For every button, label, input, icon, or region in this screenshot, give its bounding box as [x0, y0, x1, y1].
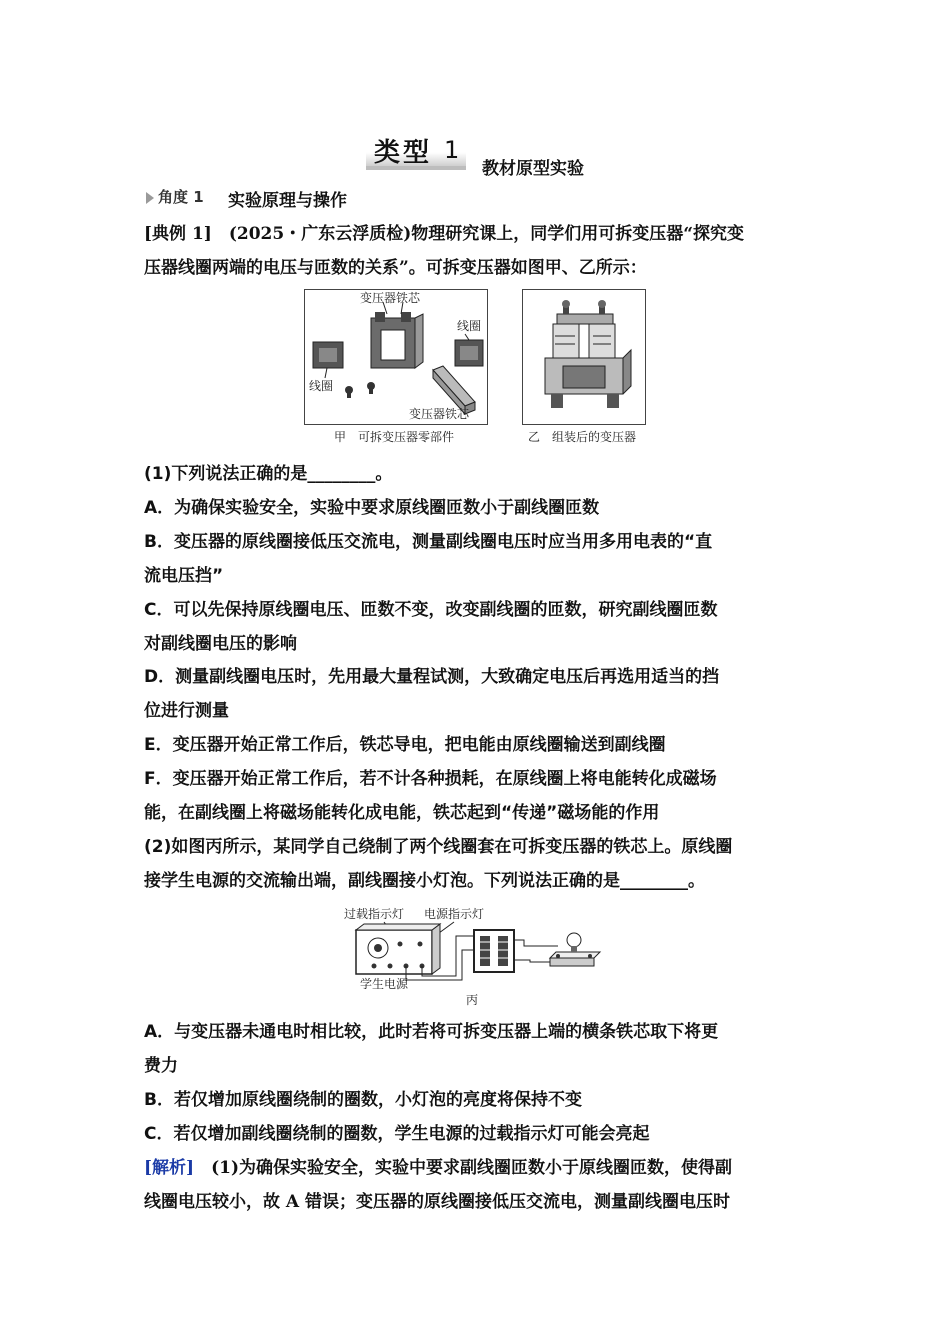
analysis-line-1 [144, 1156, 809, 1180]
u-shaped-core-icon [371, 312, 423, 368]
label-coil-left: 线圈 [309, 379, 334, 393]
q2-option-a-line-2: 费力 [144, 1056, 178, 1076]
label-power-indicator: 电源指示灯 [424, 907, 485, 921]
q1-option-d-line-1: D．测量副线圈电压时，先用最大量程试测，大致确定电压后再选用适当的挡 [144, 667, 720, 687]
analysis-line-2: 线圈电压较小，故 A 错误；变压器的原线圈接低压交流电，测量副线圈电压时 [144, 1192, 731, 1212]
q1-option-d-line-2: 位进行测量 [144, 701, 229, 721]
type-number: 1 [444, 136, 460, 164]
analysis-tag: [解析] [144, 1158, 195, 1178]
triangle-marker-icon [146, 192, 154, 204]
left-coil-icon [313, 342, 343, 368]
example-line-1: [典例 1] (2025・广东云浮质检)物理研究课上，同学们用可拆变压器“探究变 [144, 224, 745, 244]
light-bulb-icon [550, 933, 600, 966]
type-label: 类型 [374, 138, 433, 168]
q1-option-f-line-2: 能，在副线圈上将磁场能转化成电能，铁芯起到“传递”磁场能的作用 [144, 803, 660, 823]
caption-yi: 乙 组装后的变压器 [528, 430, 637, 444]
label-coil-right: 线圈 [457, 319, 482, 333]
q1-stem: (1)下列说法正确的是________。 [144, 464, 393, 484]
figure-jia [304, 289, 488, 425]
circuit-illustration [344, 904, 606, 1010]
screw-icon [345, 382, 375, 398]
transformer-parts-illustration [305, 290, 487, 424]
analysis-text-1: (1)为确保实验安全，实验中要求副线圈匝数小于原线圈匝数，使得副 [194, 1158, 733, 1178]
q1-option-f-line-1: F．变压器开始正常工作后，若不计各种损耗，在原线圈上将电能转化成磁场 [144, 769, 717, 789]
figure-yi [522, 289, 646, 425]
q2-option-c: C．若仅增加副线圈绕制的圈数，学生电源的过载指示灯可能会亮起 [144, 1124, 650, 1144]
q1-option-b-line-1: B．变压器的原线圈接低压交流电，测量副线圈电压时应当用多用电表的“直 [144, 532, 713, 552]
q1-option-c-line-1: C．可以先保持原线圈电压、匝数不变，改变副线圈的匝数，研究副线圈匝数 [144, 600, 718, 620]
example-line-2: 压器线圈两端的电压与匝数的关系”。可拆变压器如图甲、乙所示： [144, 258, 647, 278]
caption-jia: 甲 可拆变压器零部件 [334, 430, 455, 444]
label-student-power: 学生电源 [360, 977, 409, 991]
q1-option-e: E．变压器开始正常工作后，铁芯导电，把电能由原线圈输送到副线圈 [144, 735, 666, 755]
label-core-bottom: 变压器铁芯 [409, 407, 470, 421]
label-core-top: 变压器铁芯 [360, 291, 421, 305]
q2-option-b: B．若仅增加原线圈绕制的圈数，小灯泡的亮度将保持不变 [144, 1090, 582, 1110]
caption-bing: 丙 [466, 993, 479, 1007]
type-header [366, 132, 686, 178]
right-coil-icon [455, 340, 483, 366]
type-title: 教材原型实验 [482, 159, 584, 179]
angle-tag: 角度 1 [158, 188, 204, 206]
q1-option-c-line-2: 对副线圈电压的影响 [144, 634, 297, 654]
q1-option-a: A．为确保实验安全，实验中要求原线圈匝数小于副线圈匝数 [144, 498, 600, 518]
student-power-supply-icon [356, 924, 440, 974]
figure-bing [344, 904, 606, 1010]
q2-stem-line-2: 接学生电源的交流输出端，副线圈接小灯泡。下列说法正确的是________。 [144, 871, 705, 891]
q2-stem-line-1: (2)如图丙所示，某同学自己绕制了两个线圈套在可拆变压器的铁芯上。原线圈 [144, 837, 733, 857]
q1-option-b-line-2: 流电压挡” [144, 566, 224, 586]
assembled-transformer-illustration [523, 290, 645, 424]
transformer-core-icon [474, 930, 514, 972]
assembled-transformer-icon [545, 300, 631, 408]
angle-title: 实验原理与操作 [228, 191, 347, 211]
q2-option-a-line-1: A．与变压器未通电时相比较，此时若将可拆变压器上端的横条铁芯取下将更 [144, 1022, 719, 1042]
label-overload-indicator: 过载指示灯 [344, 907, 405, 921]
